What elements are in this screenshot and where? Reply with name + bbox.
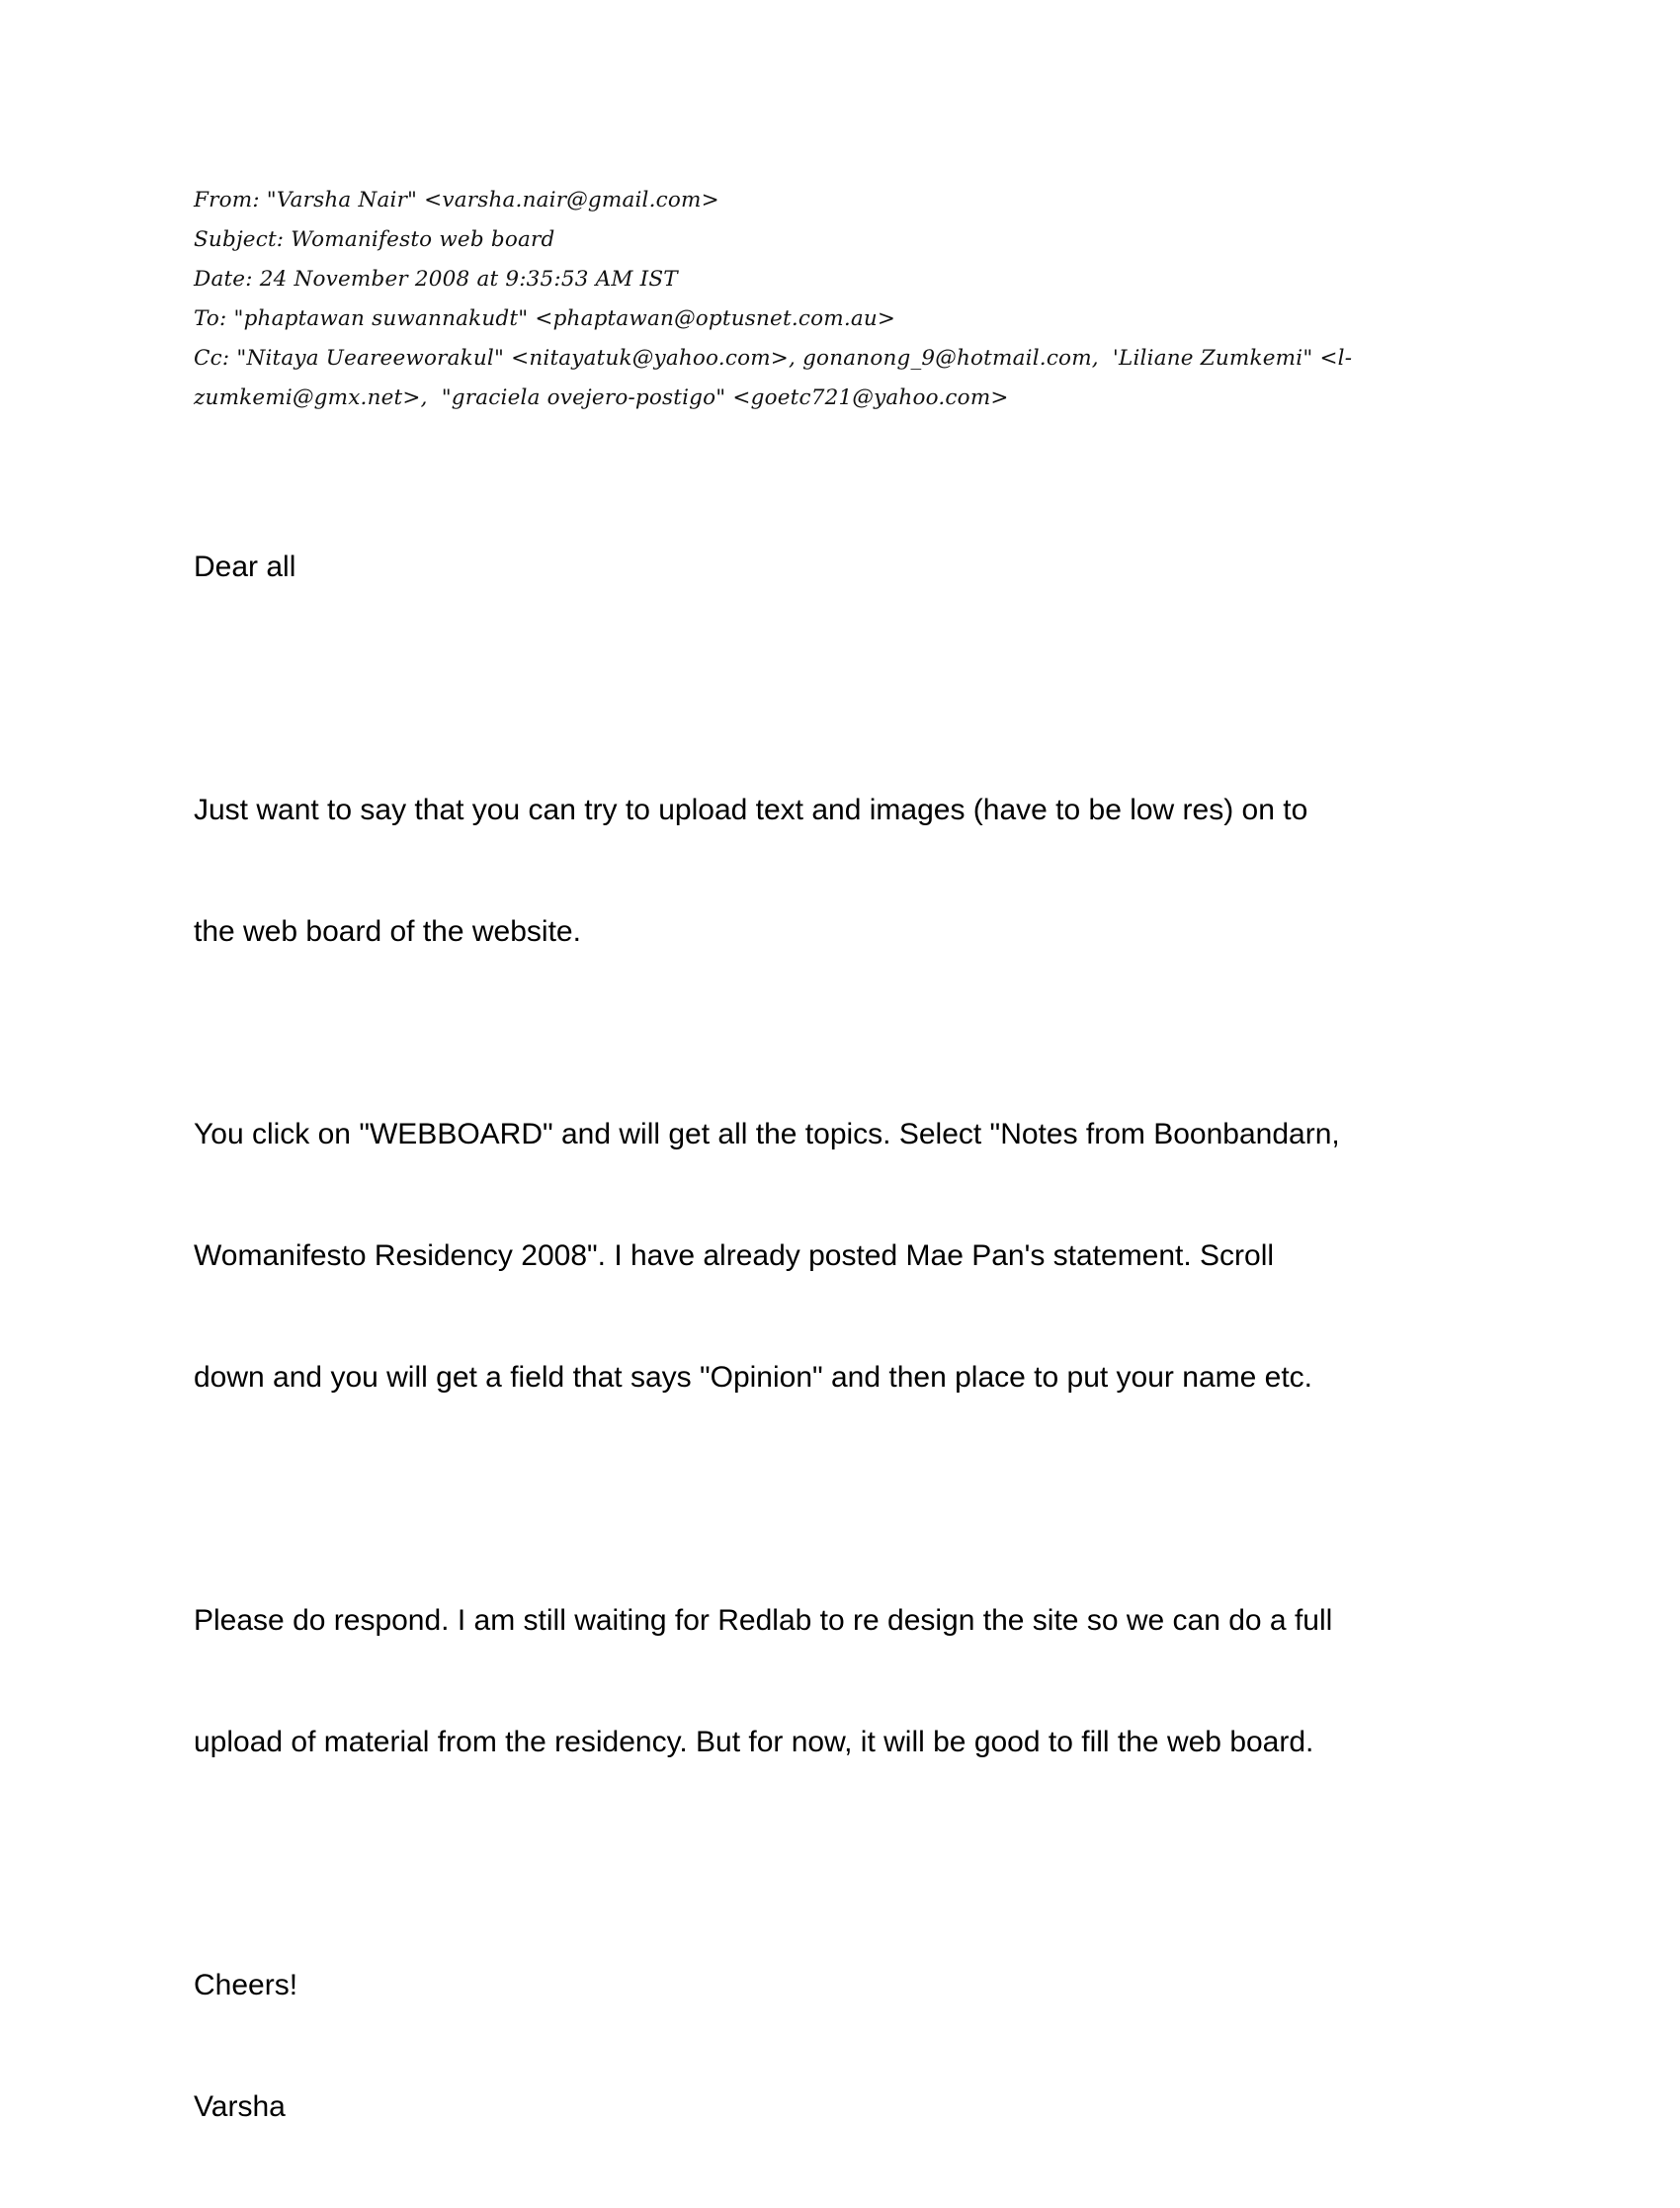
email-to-line: To: "phaptawan suwannakudt" <phaptawan@optusnet.com.au> — [194, 306, 896, 331]
email-cc-line-2: zumkemi@gmx.net>, "graciela ovejero-postigo" <goetc721@yahoo.com> — [194, 385, 1009, 410]
email-paragraph-3 — [194, 1519, 1449, 1843]
email-from-line: From: "Varsha Nair" <varsha.nair@gmail.com> — [194, 188, 719, 212]
email-subject-line: Subject: Womanifesto web board — [194, 227, 555, 252]
paragraph-1-line-2: the web board of the website. — [194, 915, 581, 948]
paragraph-3-line-1: Please do respond. I am still waiting for Redlab to re design the site so we can do a full — [194, 1604, 1333, 1637]
email-header-block — [194, 181, 1360, 418]
paragraph-3-line-2: upload of material from the residency. But for now, it will be good to fill the web board. — [194, 1726, 1314, 1758]
email-date-line: Date: 24 November 2008 at 9:35:53 AM IST — [194, 267, 678, 292]
email-content — [194, 181, 1498, 2208]
paragraph-1-line-1: Just want to say that you can try to upload text and images (have to be low res) on to — [194, 794, 1308, 826]
paragraph-2-line-2: Womanifesto Residency 2008". I have already posted Mae Pan's statement. Scroll — [194, 1239, 1275, 1272]
email-greeting-paragraph — [194, 466, 1449, 668]
email-paragraph-2 — [194, 1033, 1449, 1479]
email-paragraph-1 — [194, 709, 1449, 1033]
email-body-block — [194, 466, 1449, 2208]
email-greeting: Dear all — [194, 551, 296, 583]
paragraph-2-line-3: down and you will get a field that says "Opinion" and then place to put your name etc. — [194, 1361, 1312, 1394]
email-signature-block — [194, 1884, 1449, 2208]
email-cc-line-1: Cc: "Nitaya Ueareeworakul" <nitayatuk@yahoo.com>, gonanong_9@hotmail.com, 'Liliane Zumkemi" <l- — [194, 346, 1353, 371]
email-signoff: Cheers! — [194, 1969, 298, 2001]
paragraph-2-line-1: You click on "WEBBOARD" and will get all the topics. Select "Notes from Boonbandarn, — [194, 1118, 1340, 1150]
email-signature-name: Varsha — [194, 2090, 286, 2123]
